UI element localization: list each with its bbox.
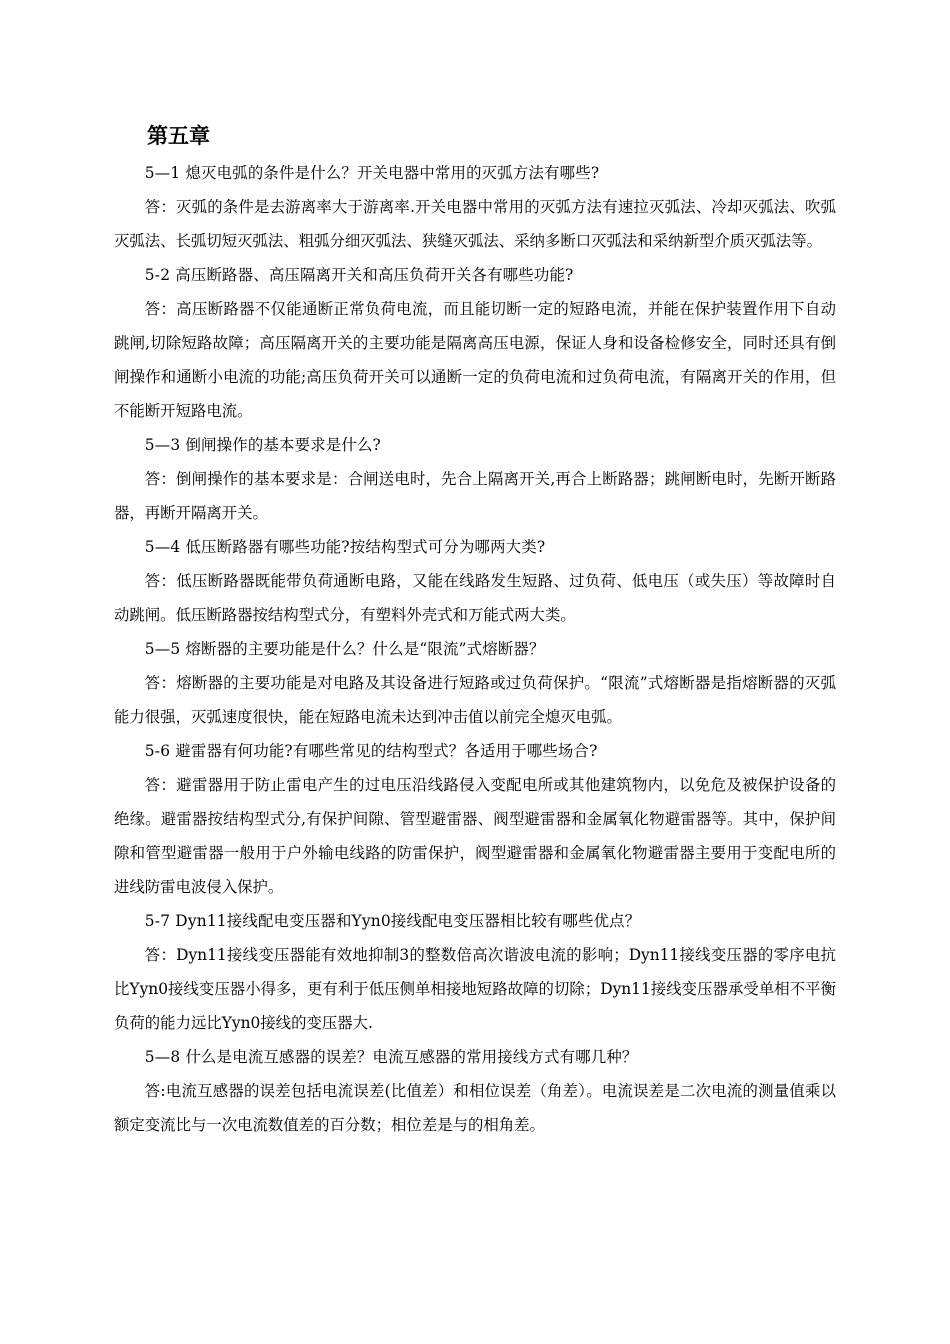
question-5-6: 5-6 避雷器有何功能?有哪些常见的结构型式？各适用于哪些场合? xyxy=(144,742,598,760)
question-5-3: 5—3 倒闸操作的基本要求是什么? xyxy=(144,436,382,454)
question-5-2: 5-2 高压断路器、高压隔离开关和高压负荷开关各有哪些功能? xyxy=(144,266,574,284)
answer-5-3: 答：倒闸操作的基本要求是：合闸送电时，先合上隔离开关,再合上断路器；跳闸断电时，先断开断路器，再断开隔离开关。 xyxy=(114,470,836,522)
answer-5-4: 答：低压断路器既能带负荷通断电路，又能在线路发生短路、过负荷、低电压（或失压）等故障时自动跳闸。低压断路器按结构型式分，有塑料外壳式和万能式两大类。 xyxy=(114,572,836,624)
question-5-5: 5—5 熔断器的主要功能是什么？什么是“限流”式熔断器？ xyxy=(144,640,545,658)
question-5-1: 5—1 熄灭电弧的条件是什么？开关电器中常用的灭弧方法有哪些? xyxy=(144,164,600,182)
answer-5-1: 答：灭弧的条件是去游离率大于游离率.开关电器中常用的灭弧方法有速拉灭弧法、冷却灭弧法、吹弧灭弧法、长弧切短灭弧法、粗弧分细灭弧法、狭缝灭弧法、采纳多断口灭弧法和采纳新型介质灭弧法等。 xyxy=(114,198,836,250)
answer-5-6: 答：避雷器用于防止雷电产生的过电压沿线路侵入变配电所或其他建筑物内，以免危及被保护设备的绝缘。避雷器按结构型式分,有保护间隙、管型避雷器、阀型避雷器和金属氧化物避雷器等。其中，保护间隙和管型避雷器一般用于户外输电线路的防雷保护，阀型避雷器和金属氧化物避雷器主要用于变配电所的进线防雷电波侵入保护。 xyxy=(114,776,836,896)
qa-list xyxy=(114,156,836,1142)
answer-5-5: 答：熔断器的主要功能是对电路及其设备进行短路或过负荷保护。“限流”式熔断器是指熔断器的灭弧能力很强，灭弧速度很快，能在短路电流未达到冲击值以前完全熄灭电弧。 xyxy=(114,674,836,726)
question-5-7: 5-7 Dyn11接线配电变压器和Yyn0接线配电变压器相比较有哪些优点？ xyxy=(144,912,641,930)
answer-5-7: 答：Dyn11接线变压器能有效地抑制3的整数倍高次谐波电流的影响；Dyn11接线变压器的零序电抗比Yyn0接线变压器小得多，更有利于低压侧单相接地短路故障的切除；Dyn11接线变压器承受单相不平衡负荷的能力远比Yyn0接线的变压器大. xyxy=(114,946,836,1032)
chapter-title: 第五章 xyxy=(147,124,210,148)
answer-5-2: 答：高压断路器不仅能通断正常负荷电流，而且能切断一定的短路电流，并能在保护装置作用下自动跳闸,切除短路故障；高压隔离开关的主要功能是隔离高压电源，保证人身和设备检修安全，同时还具有倒闸操作和通断小电流的功能;高压负荷开关可以通断一定的负荷电流和过负荷电流，有隔离开关的作用，但不能断开短路电流。 xyxy=(114,300,836,420)
question-5-8: 5—8 什么是电流互感器的误差？电流互感器的常用接线方式有哪几种？ xyxy=(144,1048,638,1066)
answer-5-8: 答:电流互感器的误差包括电流误差(比值差）和相位误差（角差）。电流误差是二次电流的测量值乘以额定变流比与一次电流数值差的百分数；相位差是与的相角差。 xyxy=(114,1082,836,1134)
question-5-4: 5—4 低压断路器有哪些功能?按结构型式可分为哪两大类? xyxy=(144,538,546,556)
